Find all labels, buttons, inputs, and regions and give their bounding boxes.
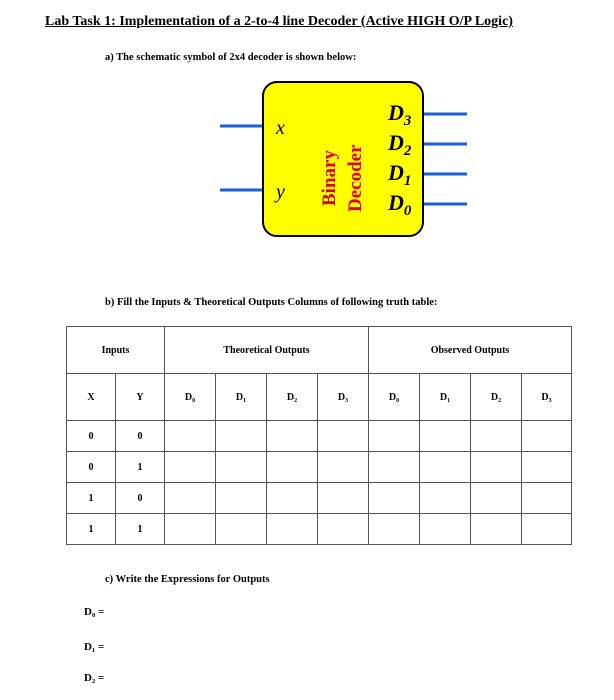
cell-theo-d3[interactable] — [318, 514, 369, 545]
cell-theo-d2[interactable] — [267, 452, 318, 483]
page-title: Lab Task 1: Implementation of a 2-to-4 line Decoder (Active HIGH O/P Logic) — [45, 14, 513, 29]
cell-theo-d1[interactable] — [216, 421, 267, 452]
cell-obs-d0[interactable] — [369, 514, 420, 545]
col-header-obs-d2: D₂ — [471, 374, 522, 421]
cell-obs-d3[interactable] — [522, 421, 572, 452]
col-header-theo-d0: D₀ — [165, 374, 216, 421]
cell-x: 1 — [67, 483, 116, 514]
cell-theo-d3[interactable] — [318, 483, 369, 514]
cell-theo-d1[interactable] — [216, 514, 267, 545]
group-header-row — [67, 327, 572, 374]
decoder-schematic — [210, 78, 480, 248]
table-row — [67, 483, 572, 514]
cell-theo-d1[interactable] — [216, 483, 267, 514]
cell-theo-d2[interactable] — [267, 483, 318, 514]
cell-theo-d2[interactable] — [267, 514, 318, 545]
cell-x: 0 — [67, 452, 116, 483]
section-c-heading: c) Write the Expressions for Outputs — [105, 574, 270, 585]
cell-obs-d2[interactable] — [471, 514, 522, 545]
col-header-obs-d1: D₁ — [420, 374, 471, 421]
truth-table — [66, 326, 572, 545]
expression-d0: D₀ = — [84, 606, 105, 618]
output-label-d3: $D_3$ — [388, 100, 412, 129]
cell-obs-d1[interactable] — [420, 421, 471, 452]
header-inputs: Inputs — [67, 327, 165, 374]
cell-theo-d2[interactable] — [267, 421, 318, 452]
cell-x: 0 — [67, 421, 116, 452]
col-header-obs-d3: D₃ — [522, 374, 572, 421]
cell-y: 0 — [116, 483, 165, 514]
cell-obs-d3[interactable] — [522, 483, 572, 514]
table-row — [67, 421, 572, 452]
cell-obs-d0[interactable] — [369, 483, 420, 514]
cell-obs-d3[interactable] — [522, 452, 572, 483]
column-header-row — [67, 374, 572, 421]
header-observed-outputs: Observed Outputs — [369, 327, 572, 374]
cell-theo-d1[interactable] — [216, 452, 267, 483]
expression-d1: D₁ = — [84, 641, 105, 653]
input-x-label: x — [276, 117, 285, 139]
expression-d2: D₂ = — [84, 672, 105, 684]
cell-theo-d0[interactable] — [165, 483, 216, 514]
cell-obs-d2[interactable] — [471, 452, 522, 483]
cell-x: 1 — [67, 514, 116, 545]
chip-label-decoder: Decoder — [345, 144, 366, 212]
cell-obs-d2[interactable] — [471, 421, 522, 452]
cell-obs-d0[interactable] — [369, 452, 420, 483]
input-y-label: y — [276, 181, 285, 203]
col-header-theo-d2: D₂ — [267, 374, 318, 421]
output-label-d1: $D_1$ — [388, 160, 412, 189]
table-row — [67, 514, 572, 545]
cell-y: 0 — [116, 421, 165, 452]
cell-theo-d3[interactable] — [318, 452, 369, 483]
cell-theo-d3[interactable] — [318, 421, 369, 452]
cell-obs-d2[interactable] — [471, 483, 522, 514]
output-label-d2: $D_2$ — [388, 130, 412, 159]
section-b-heading: b) Fill the Inputs & Theoretical Outputs Columns of following truth table: — [105, 297, 438, 308]
col-header-x: X — [67, 374, 116, 421]
cell-y: 1 — [116, 514, 165, 545]
section-a-heading: a) The schematic symbol of 2x4 decoder is shown below: — [105, 52, 357, 63]
header-theoretical-outputs: Theoretical Outputs — [165, 327, 369, 374]
cell-y: 1 — [116, 452, 165, 483]
table-row — [67, 452, 572, 483]
col-header-y: Y — [116, 374, 165, 421]
col-header-theo-d1: D₁ — [216, 374, 267, 421]
cell-obs-d1[interactable] — [420, 514, 471, 545]
cell-obs-d1[interactable] — [420, 483, 471, 514]
cell-theo-d0[interactable] — [165, 514, 216, 545]
col-header-theo-d3: D₃ — [318, 374, 369, 421]
cell-obs-d0[interactable] — [369, 421, 420, 452]
cell-obs-d1[interactable] — [420, 452, 471, 483]
cell-obs-d3[interactable] — [522, 514, 572, 545]
chip-label-binary: Binary — [319, 150, 340, 206]
output-label-d0: $D_0$ — [388, 190, 412, 219]
cell-theo-d0[interactable] — [165, 421, 216, 452]
col-header-obs-d0: D₀ — [369, 374, 420, 421]
cell-theo-d0[interactable] — [165, 452, 216, 483]
